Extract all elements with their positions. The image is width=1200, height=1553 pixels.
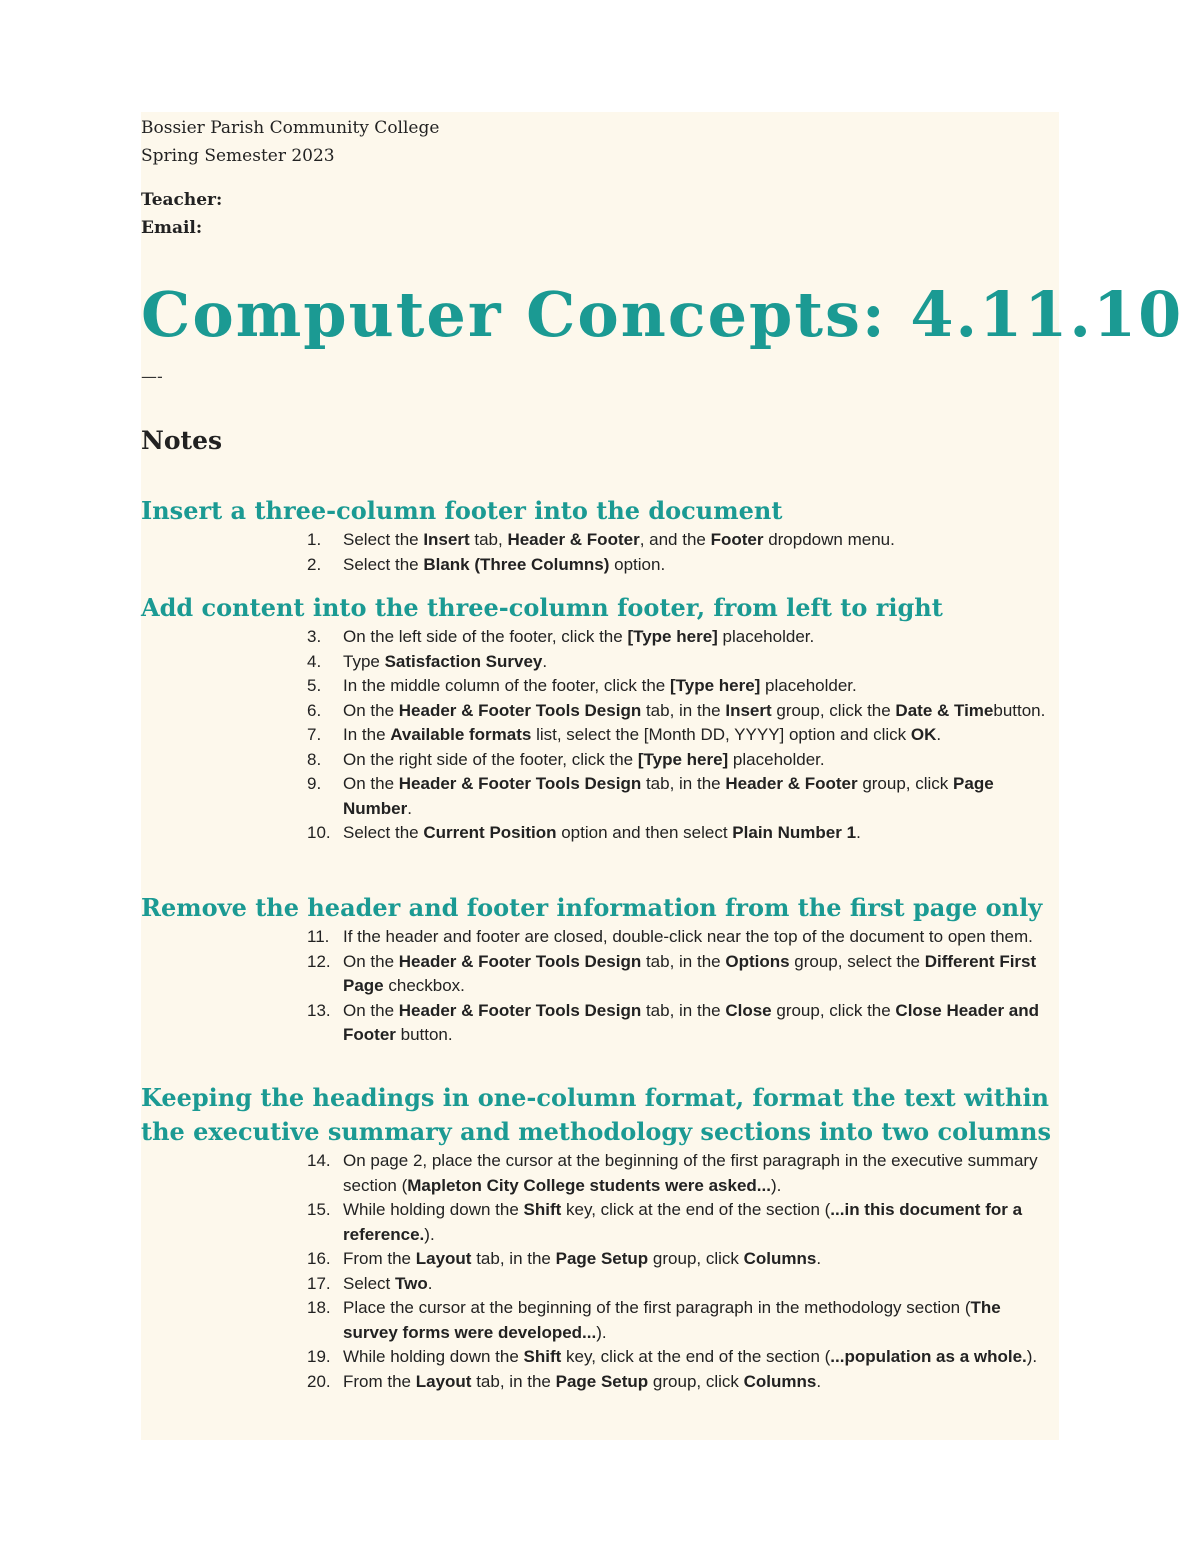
step-text: dropdown menu. — [763, 530, 895, 549]
step-text: tab, in the — [641, 951, 726, 971]
step-number: 1. — [307, 530, 322, 549]
step-text: key, click at the end of the section ( — [561, 1347, 831, 1366]
bold-term: Columns — [743, 1249, 817, 1268]
step-text: group, click the — [771, 700, 896, 720]
section-remove-header-footer — [141, 891, 1059, 1048]
step-number: 2. — [307, 554, 322, 574]
list-item — [141, 999, 1059, 1048]
step-text: list, select the [Month DD, YYYY] option and click — [531, 725, 911, 744]
step-text: checkbox. — [383, 976, 465, 995]
step-number: 11. — [307, 927, 330, 946]
bold-term: Header & Footer Tools Design — [398, 951, 642, 971]
list-item — [141, 723, 1059, 748]
step-number: 20. — [307, 1371, 331, 1391]
bold-term: Current Position — [423, 823, 557, 842]
step-text: On the left side of the footer, click the — [343, 627, 628, 646]
step-text: group, click — [648, 1371, 744, 1391]
step-text: group, select the — [789, 951, 925, 971]
section-heading: Add content into the three-column footer, from left to right — [141, 593, 943, 622]
contact-labels — [141, 186, 222, 242]
step-text: group, click the — [771, 1000, 896, 1020]
divider: —- — [141, 367, 163, 386]
step-number: 13. — [307, 1000, 331, 1020]
bold-term: Plain Number 1 — [732, 823, 857, 842]
step-text: group, click — [857, 774, 954, 793]
step-text: . — [936, 725, 942, 744]
list-item — [141, 650, 1059, 675]
step-list — [141, 1149, 1059, 1394]
step-text: , and the — [639, 530, 711, 549]
step-number: 7. — [307, 725, 322, 744]
list-item — [141, 1345, 1059, 1370]
bold-term: Insert — [725, 700, 772, 720]
list-item — [141, 1272, 1059, 1297]
bold-term: Two — [394, 1273, 428, 1293]
semester: Spring Semester 2023 — [141, 146, 335, 166]
step-number: 18. — [307, 1298, 331, 1317]
step-text: On page 2, place the cursor at the beginning of the first paragraph in the executive summary section ( — [343, 1151, 1038, 1195]
step-text: On the — [343, 951, 399, 971]
step-text: . — [407, 798, 412, 818]
step-text: placeholder. — [728, 749, 825, 769]
bold-term: Insert — [423, 530, 470, 549]
list-item — [141, 1149, 1059, 1198]
notes-heading: Notes — [141, 426, 223, 455]
step-text: ). — [1026, 1347, 1038, 1366]
bold-term: Blank (Three Columns) — [423, 554, 610, 574]
step-number: 9. — [307, 774, 322, 793]
list-item — [141, 528, 1059, 553]
bold-term: ...population as a whole. — [830, 1347, 1027, 1366]
list-item — [141, 1247, 1059, 1272]
bold-term: Columns — [743, 1371, 817, 1391]
bold-term: Layout — [415, 1249, 472, 1268]
step-text: ). — [770, 1175, 782, 1195]
step-text: button. — [395, 1025, 453, 1044]
step-text: While holding down the — [343, 1200, 524, 1219]
step-text: In the — [343, 725, 391, 744]
bold-term: Page Setup — [555, 1249, 649, 1268]
bold-term: Options — [725, 951, 790, 971]
step-text: Place the cursor at the beginning of the first paragraph in the methodology section ( — [343, 1298, 971, 1317]
bold-term: Header & Footer Tools Design — [398, 774, 642, 793]
list-item — [141, 1296, 1059, 1345]
bold-term: Layout — [415, 1371, 472, 1391]
step-text: . — [816, 1249, 822, 1268]
step-number: 15. — [307, 1200, 331, 1219]
bold-term: The survey forms were developed... — [343, 1298, 1001, 1342]
bold-term: ...in this document for a reference. — [343, 1200, 1023, 1244]
step-text: Select the — [343, 823, 424, 842]
step-text: tab, in the — [641, 1000, 726, 1020]
step-text: Select the — [343, 530, 424, 549]
step-text: tab, — [469, 530, 508, 549]
bold-term: Close Header and Footer — [343, 1000, 1040, 1044]
step-number: 16. — [307, 1249, 331, 1268]
bold-term: [Type here] — [669, 676, 761, 695]
step-text: ). — [596, 1322, 607, 1342]
list-item — [141, 772, 1059, 821]
step-text: If the header and footer are closed, double-click near the top of the document to open them. — [343, 927, 1033, 946]
list-item — [141, 553, 1059, 578]
step-number: 6. — [307, 700, 322, 720]
bold-term: Page Setup — [555, 1371, 649, 1391]
step-number: 14. — [307, 1151, 331, 1170]
step-text: option and then select — [556, 823, 733, 842]
list-item — [141, 950, 1059, 999]
step-text: tab, in the — [471, 1249, 556, 1268]
step-text: group, click — [648, 1249, 744, 1268]
step-number: 19. — [307, 1347, 331, 1366]
bold-term: OK — [910, 725, 937, 744]
list-item — [141, 821, 1059, 846]
step-text: On the — [343, 700, 399, 720]
bold-term: [Type here] — [627, 627, 718, 646]
page-title: Computer Concepts: 4.11.10 — [141, 278, 1184, 351]
step-text: Select — [343, 1273, 395, 1293]
email-label: Email: — [141, 218, 203, 238]
list-item — [141, 674, 1059, 699]
list-item — [141, 625, 1059, 650]
step-text: option. — [609, 554, 666, 574]
list-item — [141, 699, 1059, 724]
section-heading: Remove the header and footer information from the first page only — [141, 893, 1043, 922]
bold-term: Shift — [523, 1200, 562, 1219]
step-number: 3. — [307, 627, 322, 646]
step-text: On the — [343, 774, 399, 793]
step-number: 8. — [307, 749, 322, 769]
step-text: tab, in the — [641, 774, 726, 793]
step-text: From the — [343, 1371, 416, 1391]
step-number: 12. — [307, 951, 331, 971]
bold-term: [Type here] — [637, 749, 729, 769]
bold-term: Different First Page — [343, 951, 1037, 995]
section-heading: Insert a three-column footer into the document — [141, 496, 783, 525]
step-number: 17. — [307, 1273, 331, 1293]
section-add-content — [141, 591, 1059, 846]
document-page — [141, 112, 1184, 1440]
bold-term: Shift — [523, 1347, 562, 1366]
step-text: On the right side of the footer, click the — [343, 749, 638, 769]
step-text: . — [816, 1371, 822, 1391]
bold-term: Satisfaction Survey — [384, 651, 543, 671]
step-text: key, click at the end of the section ( — [561, 1200, 831, 1219]
step-list — [141, 625, 1059, 846]
bold-term: Close — [725, 1000, 772, 1020]
section-two-columns — [141, 1081, 1059, 1394]
step-text: While holding down the — [343, 1347, 524, 1366]
list-item — [141, 925, 1059, 950]
step-number: 10. — [307, 823, 331, 842]
bold-term: Footer — [710, 530, 764, 549]
step-text: In the middle column of the footer, click the — [343, 676, 670, 695]
step-text: Type — [343, 651, 385, 671]
step-list — [141, 528, 1059, 577]
bold-term: Mapleton City College students were asked... — [407, 1175, 771, 1195]
step-text: placeholder. — [717, 627, 815, 646]
list-item — [141, 748, 1059, 773]
bold-term: Available formats — [390, 725, 532, 744]
section-insert-footer — [141, 494, 1059, 577]
step-number: 5. — [307, 676, 322, 695]
step-text: . — [856, 823, 861, 842]
step-text: tab, in the — [641, 700, 726, 720]
course-header — [141, 114, 439, 170]
section-heading: Keeping the headings in one-column format, format the text within the executive summary and methodology sections into two columns — [141, 1083, 1052, 1146]
step-text: On the — [343, 1000, 399, 1020]
college-name: Bossier Parish Community College — [141, 118, 440, 138]
step-number: 4. — [307, 651, 322, 671]
bold-term: Header & Footer — [507, 530, 640, 549]
teacher-label: Teacher: — [141, 190, 223, 210]
step-text: ). — [424, 1224, 435, 1244]
bold-term: Header & Footer Tools Design — [398, 700, 642, 720]
step-text: . — [427, 1273, 433, 1293]
list-item — [141, 1198, 1059, 1247]
step-text: placeholder. — [760, 676, 857, 695]
step-text: tab, in the — [471, 1371, 556, 1391]
step-text: Select the — [343, 554, 424, 574]
bold-term: Date & Time — [895, 700, 994, 720]
bold-term: Header & Footer — [725, 774, 858, 793]
bold-term: Header & Footer Tools Design — [398, 1000, 642, 1020]
step-text: button. — [993, 700, 1046, 720]
bold-term: Page Number — [343, 774, 994, 818]
step-list — [141, 925, 1059, 1048]
list-item — [141, 1370, 1059, 1395]
step-text: From the — [343, 1249, 416, 1268]
step-text: . — [542, 651, 548, 671]
